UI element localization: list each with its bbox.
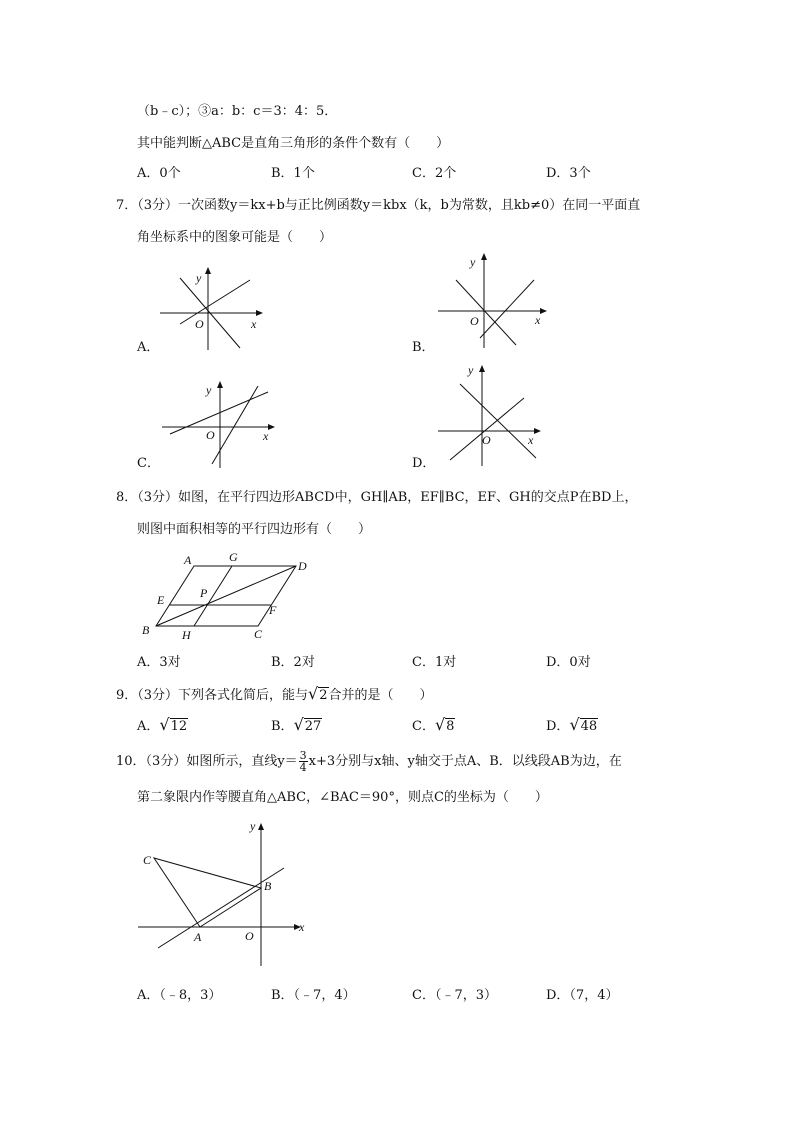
label-p: P — [200, 586, 208, 600]
q7-option-a: A． — [137, 340, 160, 355]
q10-fraction-denominator: 4 — [299, 761, 307, 774]
q9-option-c-sqrt: √8 — [434, 715, 455, 734]
q10-line2: 第二象限内作等腰直角△ABC，∠BAC＝90°，则点C的坐标为（ ） — [137, 790, 548, 805]
q9-option-d-label: D． — [546, 719, 570, 734]
y-axis-label: y — [470, 255, 476, 269]
q7-line1: 7．（3分）一次函数y＝kx+b与正比例函数y＝kbx（k，b为常数，且kb≠0）在同一平面直 — [116, 198, 641, 213]
q9-option-c-label: C． — [412, 719, 435, 734]
q10-option-b: B．（﹣7，4） — [271, 988, 356, 1003]
label-a: A — [194, 930, 202, 944]
q8-option-c: C．1对 — [412, 655, 457, 670]
q10-fraction — [299, 750, 308, 773]
q9-option-d-sqrt: √48 — [569, 715, 598, 734]
label-b: B — [142, 623, 150, 637]
q6-option-a: A．0个 — [137, 166, 181, 181]
graph-line-2 — [480, 280, 534, 338]
q7-graph-b — [436, 250, 552, 350]
q8-line2: 则图中面积相等的平行四边形有（ ） — [137, 522, 372, 537]
q7-graph-d — [436, 362, 546, 468]
q9-option-b-label: B． — [271, 719, 294, 734]
q6-line1: （b﹣c）；③a：b：c＝3：4：5． — [137, 104, 338, 119]
label-f: F — [269, 603, 277, 617]
graph-line-1 — [170, 392, 268, 434]
q9-suffix: 合并的是（ ） — [328, 688, 433, 703]
q9-sqrt-radicand: 2 — [319, 688, 328, 703]
q10-line1 — [116, 750, 622, 773]
q6-option-d: D．3个 — [546, 166, 591, 181]
label-a: A — [184, 553, 192, 567]
q7-option-b: B． — [412, 340, 435, 355]
q9-prefix: 9．（3分）下列各式化简后，能与 — [116, 688, 309, 703]
q10-option-c: C．（﹣7，3） — [412, 988, 497, 1003]
q7-graph-c — [160, 378, 280, 470]
q7-option-d: D． — [412, 456, 436, 471]
label-h: H — [182, 628, 191, 642]
y-axis-label: y — [468, 363, 474, 377]
q6-option-b: B．1个 — [271, 166, 315, 181]
q7-line2: 角坐标系中的图象可能是（ ） — [137, 230, 333, 245]
label-g: G — [229, 550, 238, 564]
q8-option-a: A．3对 — [137, 655, 181, 670]
label-y: y — [250, 819, 256, 833]
q9-option-c — [412, 717, 455, 735]
graph-line-2 — [212, 386, 258, 464]
graph-line-1 — [180, 280, 250, 324]
origin-label: O — [470, 314, 479, 328]
q9-stem — [116, 686, 433, 704]
q9-option-b-sqrt: √27 — [293, 715, 322, 734]
q9-option-b — [271, 717, 322, 735]
label-o: O — [245, 929, 254, 943]
q7-option-c: C． — [137, 456, 160, 471]
label-c: C — [254, 627, 263, 641]
origin-label: O — [482, 433, 491, 447]
q10-fraction-numerator: 3 — [299, 749, 307, 762]
q9-option-c-radicand: 8 — [446, 719, 455, 734]
y-axis-label: y — [196, 271, 202, 285]
origin-label: O — [206, 428, 215, 442]
label-x: x — [299, 920, 305, 934]
y-axis-label: y — [206, 383, 212, 397]
x-axis-label: x — [263, 429, 269, 443]
q10-option-a: A．（﹣8，3） — [137, 988, 222, 1003]
q9-option-b-radicand: 27 — [304, 719, 322, 734]
x-axis-label: x — [535, 313, 541, 327]
graph-line-1 — [450, 398, 524, 460]
q8-option-d: D．0对 — [546, 655, 591, 670]
q9-option-d — [546, 717, 598, 735]
q8-line1: 8．（3分）如图，在平行四边形ABCD中，GH∥AB，EF∥BC，EF、GH的交点P在BD上， — [116, 490, 638, 505]
q9-option-a-sqrt: √12 — [159, 715, 188, 734]
x-axis-label: x — [528, 433, 534, 447]
origin-label: O — [195, 317, 204, 331]
q10-coordinate-figure — [134, 818, 314, 970]
graph-line-1 — [456, 280, 516, 345]
q9-option-a-label: A． — [137, 719, 160, 734]
q9-sqrt: √2 — [308, 684, 328, 703]
label-b: B — [264, 879, 272, 893]
q8-option-b: B．2对 — [271, 655, 315, 670]
q6-option-c: C．2个 — [412, 166, 457, 181]
q6-line2: 其中能判断△ABC是直角三角形的条件个数有（ ） — [137, 136, 450, 151]
q10-suffix: x+3分别与x轴、y轴交于点A、B．以线段AB为边，在 — [308, 754, 622, 769]
graph-line-2 — [460, 384, 536, 458]
label-c: C — [143, 853, 152, 867]
q9-option-a — [137, 717, 188, 735]
q10-prefix: 10．（3分）如图所示，直线y＝ — [116, 754, 298, 769]
x-axis-label: x — [251, 317, 257, 331]
q7-graph-a — [158, 262, 268, 354]
q8-parallelogram-figure — [138, 548, 318, 644]
q9-option-a-radicand: 12 — [170, 719, 188, 734]
q10-option-d: D．（7，4） — [546, 988, 619, 1003]
q9-option-d-radicand: 48 — [580, 719, 598, 734]
label-d: D — [298, 559, 307, 573]
label-e: E — [157, 593, 165, 607]
